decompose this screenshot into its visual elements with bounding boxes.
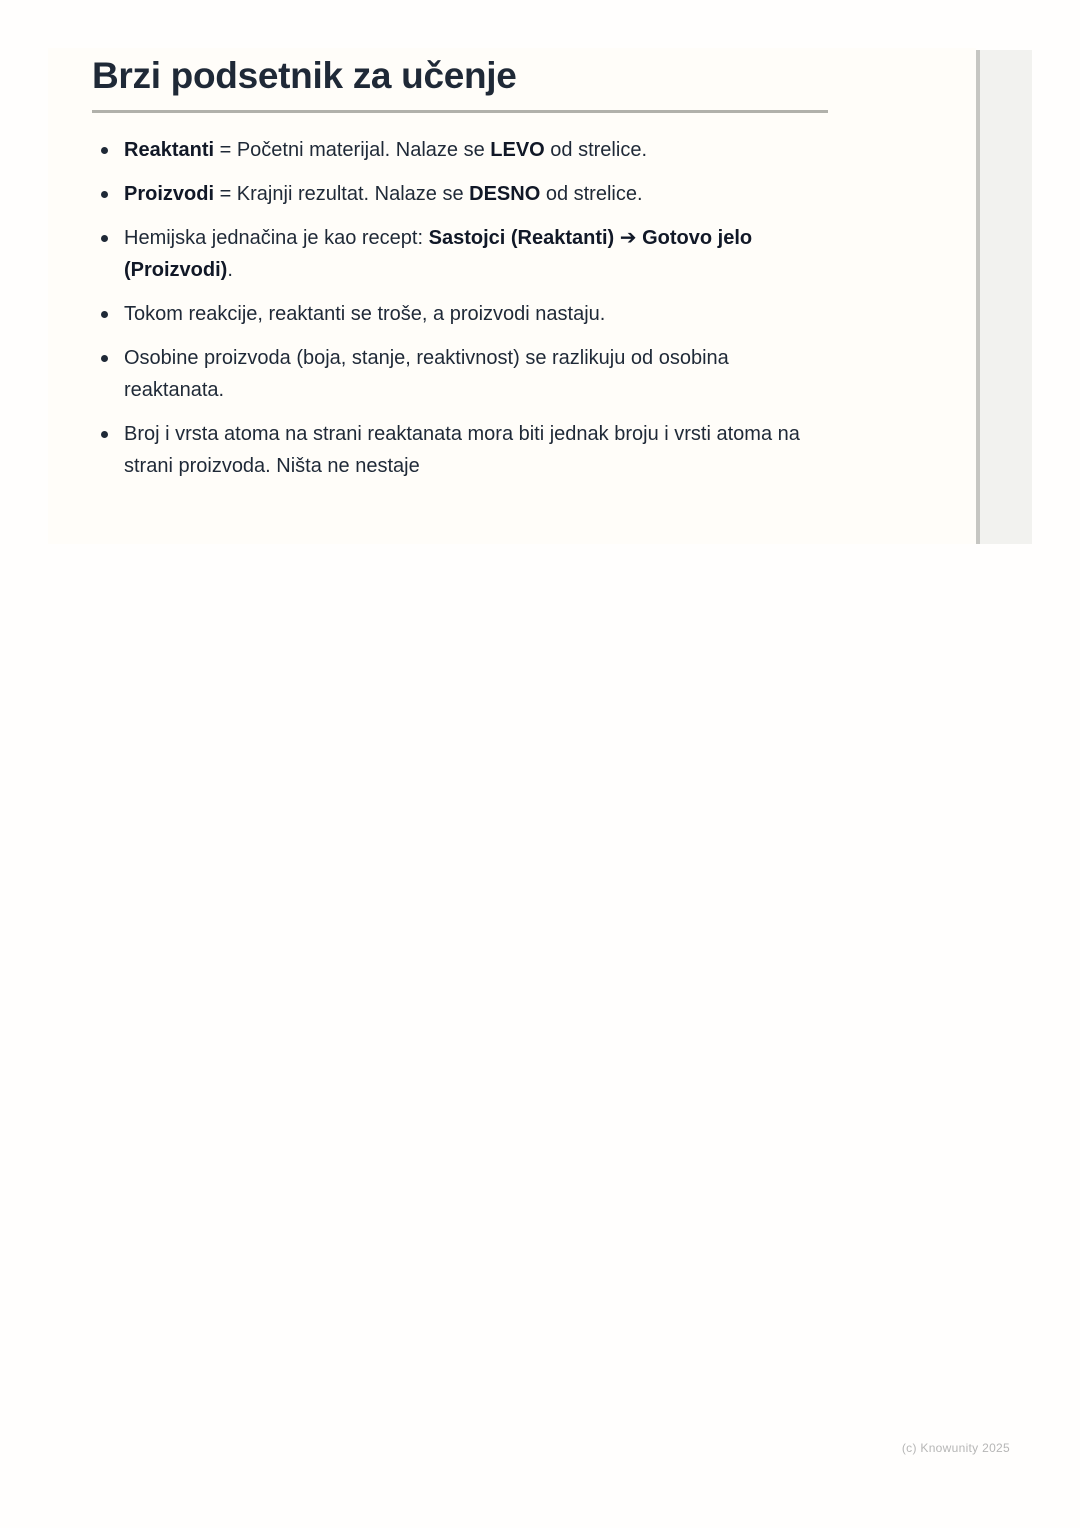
list-item-text: od strelice. (544, 139, 647, 161)
list-item-recept (92, 222, 812, 286)
bullet-list (92, 134, 812, 494)
list-item-text: = Početni materijal. Nalaze se (214, 139, 491, 161)
emphasis-levo: LEVO (490, 139, 545, 161)
term-proizvodi: Proizvodi (124, 183, 215, 205)
list-item-osobine (92, 342, 812, 406)
side-rail (976, 50, 1032, 544)
list-item-text: Tokom reakcije, reaktanti se troše, a proizvodi nastaju. (124, 303, 606, 325)
emphasis-recept: Sastojci (Reaktanti) ➔ Gotovo jelo (Proizvodi) (124, 227, 753, 281)
list-item-text: . (227, 259, 233, 281)
list-item-atomi (92, 418, 812, 482)
list-item-text: Broj i vrsta atoma na strani reaktanata mora biti jednak broju i vrsti atoma na strani proizvoda. Ništa ne nestaje (124, 423, 800, 477)
emphasis-desno: DESNO (469, 183, 541, 205)
title-divider (92, 110, 828, 113)
page-title: Brzi podsetnik za učenje (92, 55, 517, 96)
list-item-reaktanti (92, 134, 812, 166)
list-item-reakcija (92, 298, 812, 330)
list-item-text: Osobine proizvoda (boja, stanje, reaktivnost) se razlikuju od osobina reaktanata. (124, 347, 729, 401)
copyright-footer: (c) Knowunity 2025 (901, 1441, 1010, 1455)
list-item-text: od strelice. (540, 183, 643, 205)
list-item-text: = Krajnji rezultat. Nalaze se (214, 183, 470, 205)
list-item-proizvodi (92, 178, 812, 210)
term-reaktanti: Reaktanti (124, 139, 215, 161)
list-item-text: Hemijska jednačina je kao recept: (124, 227, 429, 249)
